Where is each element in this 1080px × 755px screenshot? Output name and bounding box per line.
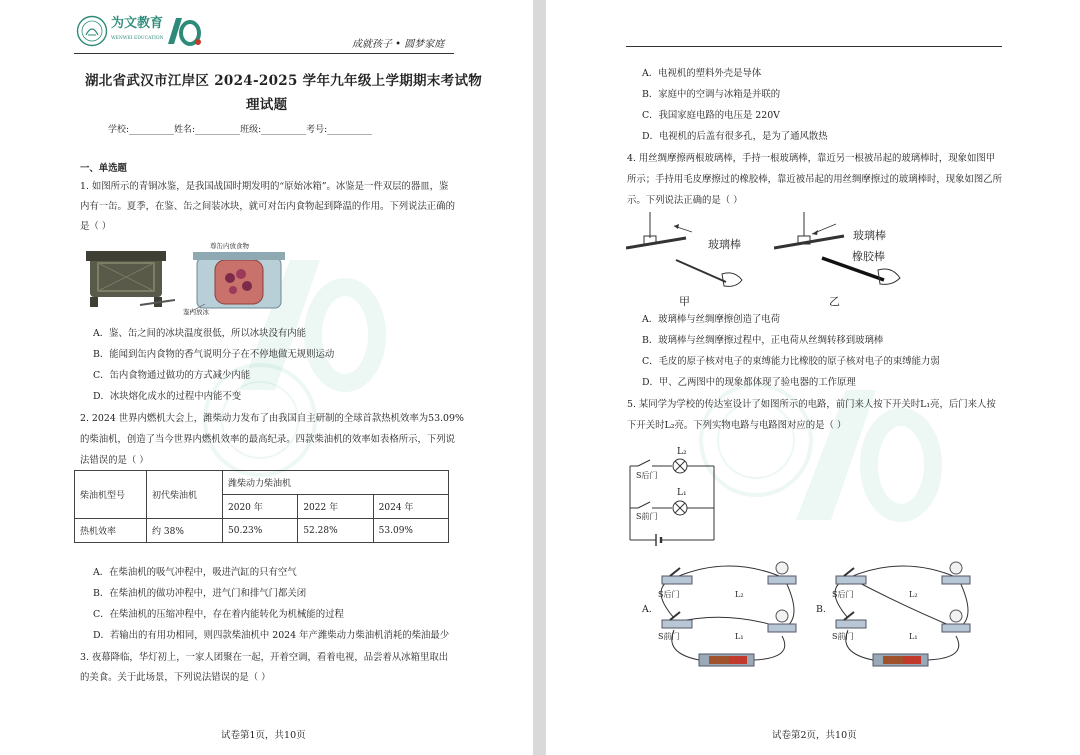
table-header-first-gen: 初代柴油机 bbox=[147, 471, 223, 519]
q2-text-line1: 2. 2024 世界内燃机大会上，潍柴动力发布了由我国自主研制的全球首款热机效率为53.09% bbox=[80, 413, 464, 424]
logo-text: 为文教育 bbox=[111, 16, 164, 31]
q2-option-c: C．在柴油机的压缩冲程中，存在着内能转化为机械能的过程 bbox=[93, 609, 344, 620]
student-info-line: 学校:__________姓名:__________班级:__________考号:__________ bbox=[108, 125, 373, 135]
q4-text-line1: 4. 用丝绸摩擦两根玻璃棒，手持一根玻璃棒，靠近另一根被吊起的玻璃棒时，现象如图甲 bbox=[627, 153, 996, 164]
table-cell: 53.09% bbox=[373, 519, 448, 543]
table-header-year: 2022 年 bbox=[298, 495, 373, 519]
exam-page-1 bbox=[0, 0, 533, 755]
anniversary-logo bbox=[164, 14, 204, 48]
b-label-S-front: S前门 bbox=[832, 632, 854, 641]
page-footer: 试卷第1页，共10页 bbox=[221, 730, 306, 741]
a-label-L2: L₂ bbox=[735, 590, 744, 599]
school-logo bbox=[76, 15, 108, 47]
b-label-S-back: S后门 bbox=[832, 590, 854, 599]
option-a-label: A. bbox=[642, 604, 652, 615]
q4-option-c: C．毛皮的原子核对电子的束缚能力比橡胶的原子核对电子的束缚能力弱 bbox=[642, 356, 940, 367]
q3-option-b: B．家庭中的空调与冰箱是并联的 bbox=[642, 89, 781, 100]
label-S-back: S后门 bbox=[636, 471, 658, 480]
table-cell: 52.28% bbox=[298, 519, 373, 543]
b-label-L1: L₁ bbox=[909, 632, 918, 641]
q4-option-a: A．玻璃棒与丝绸摩擦创造了电荷 bbox=[642, 314, 781, 325]
header-rule bbox=[626, 46, 1002, 47]
q5-text-line2: 下开关时L₂亮。下列实物电路与电路图对应的是（ ） bbox=[627, 420, 847, 431]
caption-yi: 乙 bbox=[829, 295, 840, 308]
exam-title-line2: 理试题 bbox=[246, 97, 288, 113]
label-S-front: S前门 bbox=[636, 512, 658, 521]
q4-text-line3: 示。下列说法正确的是（ ） bbox=[627, 195, 743, 206]
b-label-L2: L₂ bbox=[909, 590, 918, 599]
q3-text-line2: 的美食。关于此场景，下列说法错误的是（ ） bbox=[80, 672, 271, 683]
caption-jia: 甲 bbox=[679, 295, 690, 308]
ten-anniversary-icon bbox=[164, 14, 204, 48]
logo-subtext: WENWEI EDUCATION bbox=[111, 36, 164, 41]
q2-option-b: B．在柴油机的做功冲程中，进气门和排气门都关闭 bbox=[93, 588, 307, 599]
exam-page-2 bbox=[546, 0, 1080, 755]
q1-text-line1: 1. 如图所示的青铜冰鉴，是我国战国时期发明的“原始冰箱”。冰鉴是一件双层的器皿，鉴 bbox=[80, 181, 449, 192]
option-b-label: B. bbox=[816, 604, 826, 615]
table-header-year: 2020 年 bbox=[223, 495, 298, 519]
slogan: 成就孩子 • 圆梦家庭 bbox=[352, 39, 445, 50]
label-rubber-rod: 橡胶棒 bbox=[852, 250, 885, 263]
q3-option-c: C．我国家庭电路的电压是 220V bbox=[642, 110, 780, 121]
page-gutter bbox=[533, 0, 546, 755]
q2-option-a: A．在柴油机的吸气冲程中，吸进汽缸的只有空气 bbox=[93, 567, 297, 578]
table-cell: 约 38% bbox=[147, 519, 223, 543]
q1-option-a: A．鉴、缶之间的冰块温度很低，所以冰块没有内能 bbox=[93, 328, 307, 339]
watermark-logo-icon bbox=[776, 370, 946, 530]
q2-text-line2: 的柴油机，创造了当今世界内燃机效率的最高纪录。四款柴油机的效率如表格所示，下列说 bbox=[80, 434, 456, 445]
section-title: 一、单选题 bbox=[80, 163, 127, 174]
q1-text-line2: 内有一缶。夏季，在鉴、缶之间装冰块，就可对缶内食物起到降温的作用。下列说法正确的 bbox=[80, 201, 456, 212]
q4-option-d: D．甲、乙两图中的现象都体现了验电器的工作原理 bbox=[642, 377, 856, 388]
label-ice-in-jar: 鉴内放冰 bbox=[183, 308, 209, 316]
bronze-ice-jar-photo bbox=[80, 245, 175, 310]
figure-yi-rubber-rod bbox=[774, 208, 934, 288]
q1-text-line3: 是（ ） bbox=[80, 221, 112, 232]
label-L1: L₁ bbox=[677, 488, 687, 498]
q3-option-a: A．电视机的塑料外壳是导体 bbox=[642, 68, 762, 79]
q3-text-line1: 3. 夜幕降临，华灯初上，一家人团聚在一起，开着空调，看着电视，品尝着从冰箱里取出 bbox=[80, 652, 449, 663]
a-label-S-back: S后门 bbox=[658, 590, 680, 599]
q4-option-b: B．玻璃棒与丝绸摩擦过程中，正电荷从丝绸转移到玻璃棒 bbox=[642, 335, 884, 346]
q3-option-d: D．电视机的后盖有很多孔，是为了通风散热 bbox=[642, 131, 828, 142]
physical-circuit-b bbox=[828, 558, 978, 670]
q4-text-line2: 所示；手持用毛皮摩擦过的橡胶棒，靠近被吊起的用丝绸摩擦过的玻璃棒时，现象如图乙所 bbox=[627, 174, 1003, 185]
q1-option-b: B．能闻到缶内食物的香气说明分子在不停地做无规则运动 bbox=[93, 349, 335, 360]
diesel-efficiency-table bbox=[74, 470, 449, 543]
a-label-S-front: S前门 bbox=[658, 632, 680, 641]
page-footer: 试卷第2页，共10页 bbox=[772, 730, 857, 741]
label-glass-rod-jia: 玻璃棒 bbox=[708, 238, 741, 251]
label-L2: L₂ bbox=[677, 447, 687, 457]
q1-option-d: D．冰块熔化成水的过程中内能不变 bbox=[93, 391, 242, 402]
header-rule bbox=[74, 53, 454, 54]
table-header-year: 2024 年 bbox=[373, 495, 448, 519]
figure-jia-glass-rods bbox=[626, 208, 766, 288]
q5-text-line1: 5. 某同学为学校的传达室设计了如图所示的电路，前门来人按下开关时L₁亮，后门来人按 bbox=[627, 399, 996, 410]
table-row-label: 热机效率 bbox=[75, 519, 147, 543]
exam-title-line1: 湖北省武汉市江岸区 2024-2025 学年九年级上学期期末考试物 bbox=[85, 73, 483, 89]
q2-option-d: D．若输出的有用功相同，则四款柴油机中 2024 年产潍柴动力柴油机消耗的柴油最少 bbox=[93, 630, 450, 641]
table-header-weichai: 潍柴动力柴油机 bbox=[223, 471, 449, 495]
a-label-L1: L₁ bbox=[735, 632, 744, 641]
physical-circuit-a bbox=[654, 558, 804, 670]
q1-option-c: C．缶内食物通过做功的方式减少内能 bbox=[93, 370, 251, 381]
seal-icon bbox=[76, 15, 108, 47]
label-glass-rod-yi: 玻璃棒 bbox=[853, 229, 886, 242]
q2-text-line3: 法错误的是（ ） bbox=[80, 455, 149, 466]
label-food-in-jar: 尊缶内放食物 bbox=[210, 242, 249, 250]
table-cell: 50.23% bbox=[223, 519, 298, 543]
table-header-model: 柴油机型号 bbox=[75, 471, 147, 519]
bronze-jar-image bbox=[80, 245, 175, 310]
